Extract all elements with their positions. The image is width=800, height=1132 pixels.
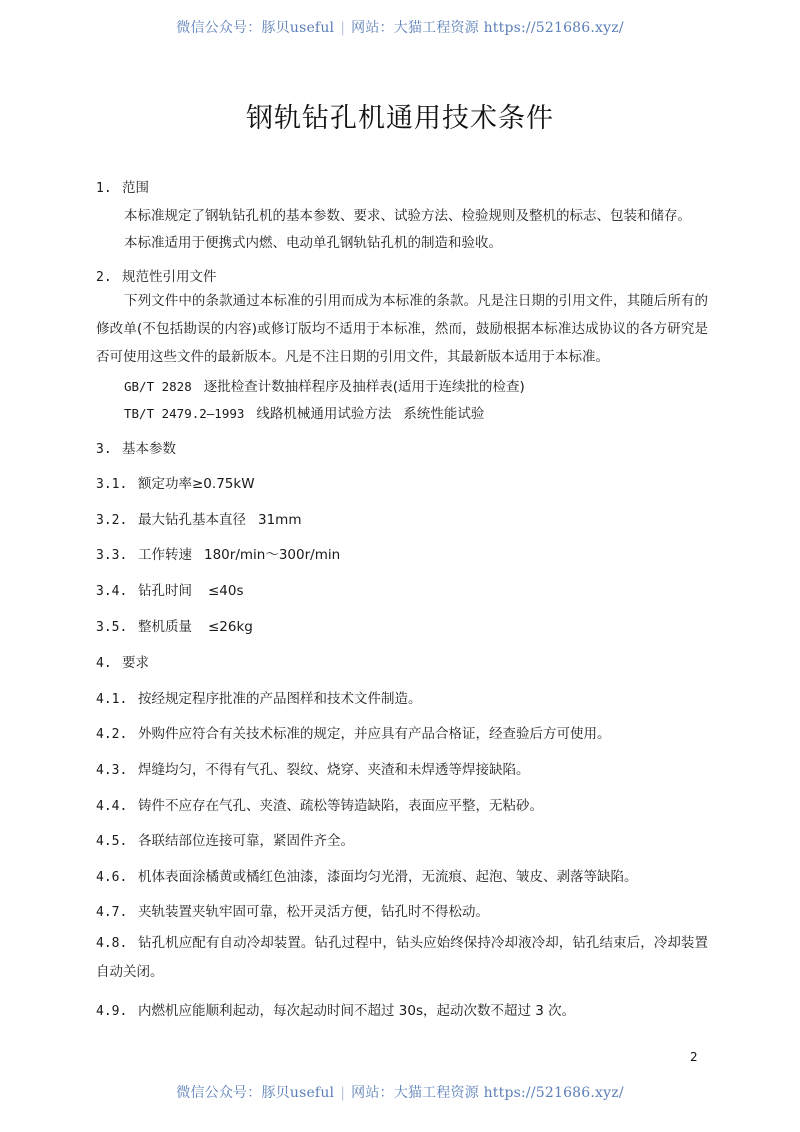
watermark-separator: | — [340, 20, 346, 36]
page-number: 2 — [690, 1050, 698, 1064]
section-3-heading: 3. 基本参数 — [96, 441, 176, 457]
section-1-paragraph: 本标准规定了钢轨钻孔机的基本参数、要求、试验方法、检验规则及整机的标志、包装和储存。 — [124, 208, 691, 224]
parameter-item: 3.4. 钻孔时间 ≤40s — [96, 583, 244, 599]
watermark-site: 网站：大猫工程资源 https://521686.xyz/ — [351, 20, 624, 36]
parameter-item: 3.3. 工作转速 180r/min～300r/min — [96, 547, 341, 563]
section-1-paragraph: 本标准适用于便携式内燃、电动单孔钢轨钻孔机的制造和验收。 — [124, 235, 502, 251]
section-1-heading: 1. 范围 — [96, 180, 149, 196]
section-2-heading: 2. 规范性引用文件 — [96, 269, 217, 285]
requirement-item: 4.6. 机体表面涂橘黄或橘红色油漆，漆面均匀光滑，无流痕、起泡、皱皮、剥落等缺陷。 — [96, 869, 638, 885]
reference-item — [124, 375, 525, 395]
requirement-item: 4.8. 钻孔机应配有自动冷却装置。钻孔过程中，钻头应始终保持冷却液冷却，钻孔结束后，冷却装置自动关闭。 — [96, 935, 708, 980]
parameter-item: 3.2. 最大钻孔基本直径 31mm — [96, 512, 302, 528]
section-4-heading: 4. 要求 — [96, 655, 149, 671]
watermark-wechat: 微信公众号：豚贝useful — [176, 20, 335, 36]
parameter-item: 3.1. 额定功率≥0.75kW — [96, 476, 255, 492]
section-2-paragraph: 下列文件中的条款通过本标准的引用而成为本标准的条款。凡是注日期的引用文件，其随后所有的修改单(不包括勘误的内容)或修订版均不适用于本标准，然而，鼓励根据本标准达成协议的各方研究是否可使用这些文件的最新版本。凡是不注日期的引用文件，其最新版本适用于本标准。 — [96, 293, 708, 365]
requirement-item: 4.2. 外购件应符合有关技术标准的规定，并应具有产品合格证，经查验后方可使用。 — [96, 726, 611, 742]
requirement-item: 4.9. 内燃机应能顺利起动，每次起动时间不超过 30s，起动次数不超过 3 次。 — [96, 1003, 576, 1019]
watermark-wechat: 微信公众号：豚贝useful — [176, 1085, 335, 1101]
requirement-item: 4.3. 焊缝均匀，不得有气孔、裂纹、烧穿、夹渣和未焊透等焊接缺陷。 — [96, 762, 530, 778]
watermark-site: 网站：大猫工程资源 https://521686.xyz/ — [351, 1085, 624, 1101]
requirement-item: 4.5. 各联结部位连接可靠，紧固件齐全。 — [96, 833, 354, 849]
requirement-item: 4.4. 铸件不应存在气孔、夹渣、疏松等铸造缺陷，表面应平整，无粘砂。 — [96, 798, 543, 814]
reference-subtitle: 系统性能试验 — [403, 406, 485, 422]
document-title: 钢轨钻孔机通用技术条件 — [246, 103, 554, 134]
reference-code: GB/T 2828 — [124, 379, 192, 394]
reference-title: 线路机械通用试验方法 — [256, 406, 392, 422]
requirement-item: 4.1. 按经规定程序批准的产品图样和技术文件制造。 — [96, 691, 422, 707]
watermark-header — [0, 17, 800, 37]
reference-code: TB/T 2479.2—1993 — [124, 406, 245, 421]
reference-title: 逐批检查计数抽样程序及抽样表(适用于连续批的检查) — [203, 379, 525, 395]
parameter-item: 3.5. 整机质量 ≤26kg — [96, 619, 253, 635]
watermark-footer — [0, 1082, 800, 1102]
reference-item — [124, 402, 484, 422]
requirement-item: 4.7. 夹轨装置夹轨牢固可靠，松开灵活方便，钻孔时不得松动。 — [96, 904, 489, 920]
watermark-separator: | — [340, 1085, 346, 1101]
